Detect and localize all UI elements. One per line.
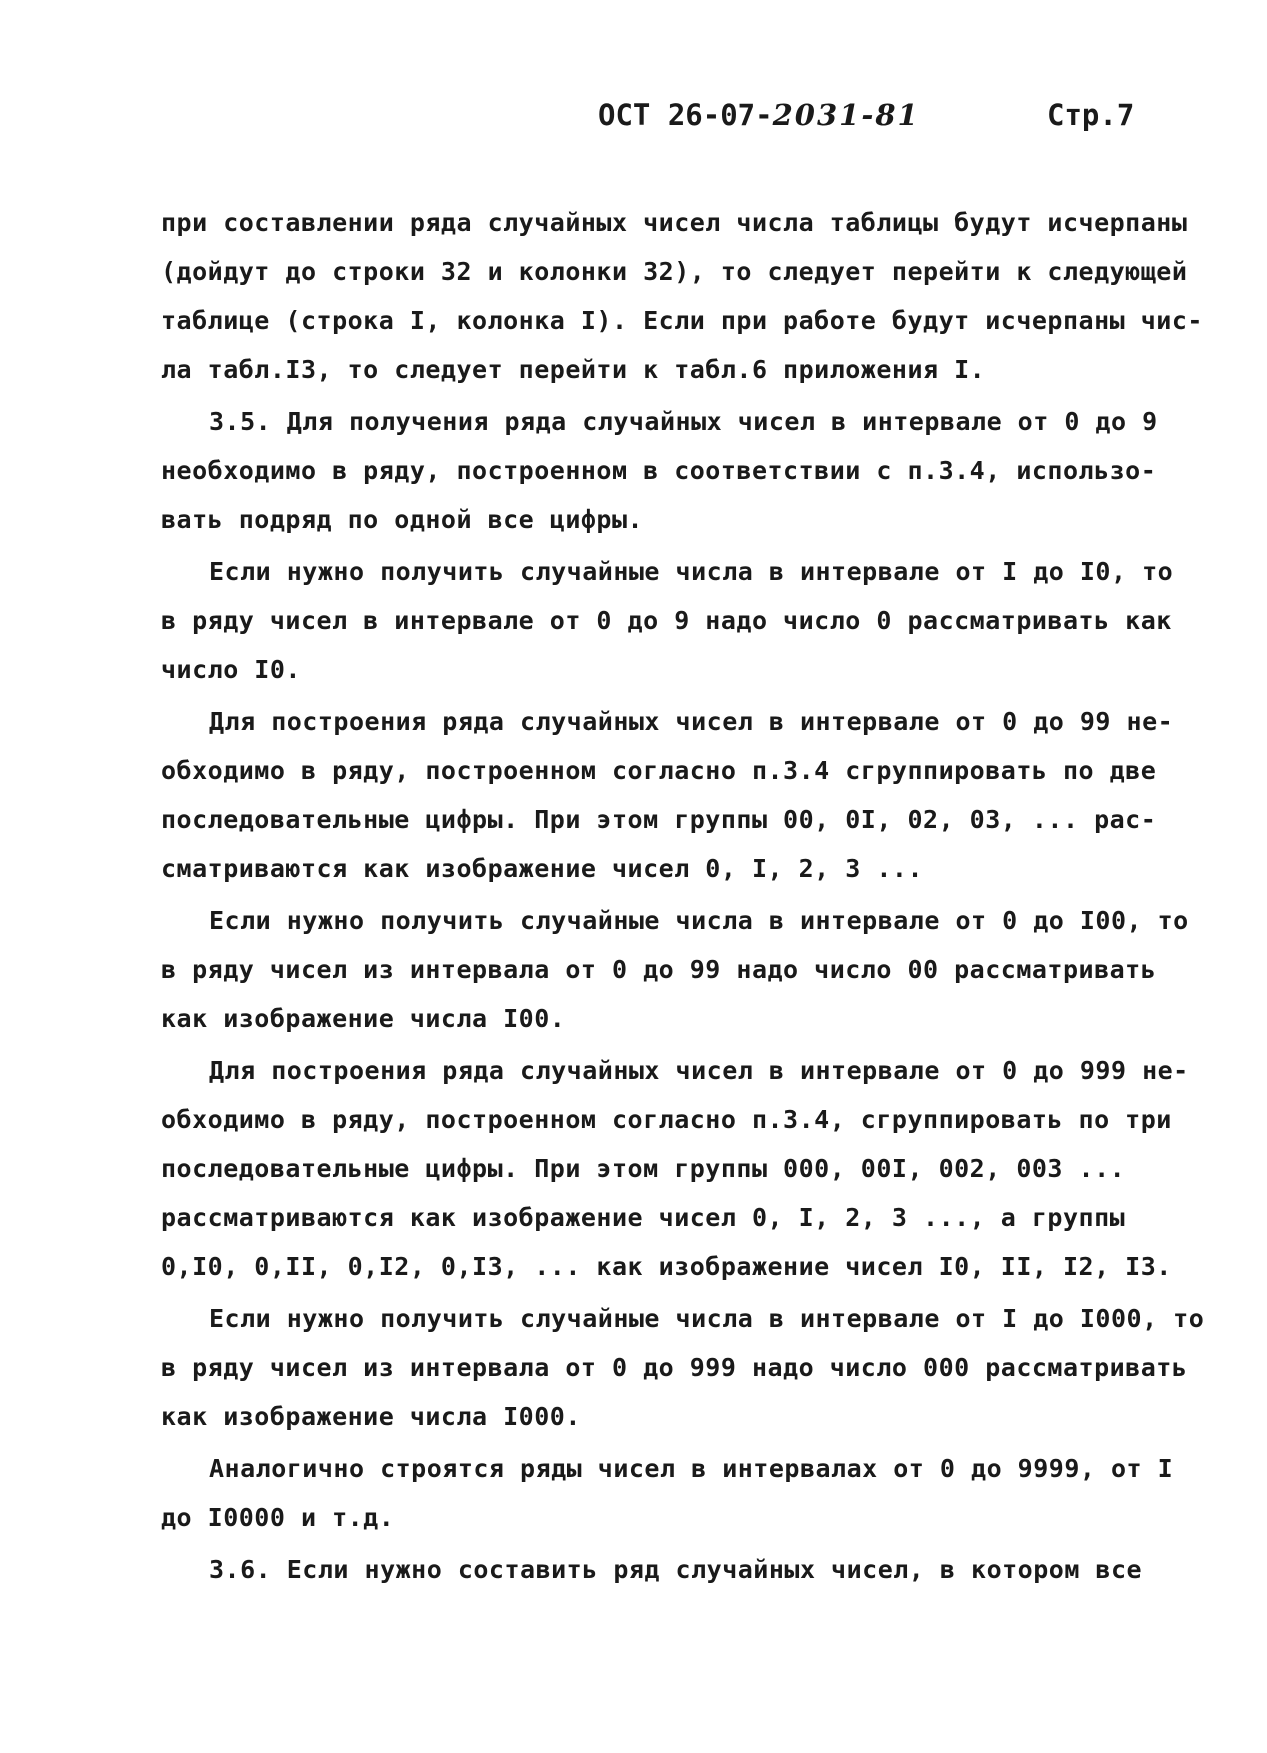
paragraph-3-5 (161, 397, 1201, 544)
paragraph-3-6 (161, 1545, 1201, 1594)
text-line: последовательные цифры. При этом группы 00, 0I, 02, 03, ... рас- (161, 805, 1157, 834)
standard-number-handwritten: 2031-81 (772, 98, 920, 132)
text-line: число I0. (161, 655, 301, 684)
text-line: Если нужно получить случайные числа в интервале от 0 до I00, то (209, 906, 1189, 935)
text-line: Аналогично строятся ряды чисел в интервалах от 0 до 9999, от I (209, 1454, 1174, 1483)
paragraph (161, 1294, 1205, 1441)
text-line: Для построения ряда случайных чисел в интервале от 0 до 999 не- (209, 1056, 1189, 1085)
text-line: ла табл.I3, то следует перейти к табл.6 приложения I. (161, 355, 986, 384)
paragraph (161, 1046, 1201, 1291)
text-line: необходимо в ряду, построенном в соответствии с п.3.4, использо- (161, 456, 1157, 485)
text-line: в ряду чисел в интервале от 0 до 9 надо число 0 рассматривать как (161, 606, 1172, 635)
page-number: Стр.7 (1047, 98, 1135, 132)
text-line: в ряду чисел из интервала от 0 до 99 надо число 00 рассматривать (161, 955, 1157, 984)
standard-designation (598, 98, 920, 132)
text-line: вать подряд по одной все цифры. (161, 505, 644, 534)
paragraph (161, 547, 1201, 694)
text-line: обходимо в ряду, построенном согласно п.3.4, сгруппировать по три (161, 1105, 1172, 1134)
text-line: обходимо в ряду, построенном согласно п.3.4 сгруппировать по две (161, 756, 1157, 785)
text-line: Если нужно получить случайные числа в интервале от I до I000, то (209, 1304, 1205, 1333)
paragraph (161, 896, 1201, 1043)
text-line: 3.5. Для получения ряда случайных чисел в интервале от 0 до 9 (209, 407, 1158, 436)
text-line: последовательные цифры. При этом группы 000, 00I, 002, 003 ... (161, 1154, 1126, 1183)
text-line: при составлении ряда случайных чисел числа таблицы будут исчерпаны (161, 208, 1188, 237)
text-line: 3.6. Если нужно составить ряд случайных чисел, в котором все (209, 1555, 1143, 1584)
text-line: Для построения ряда случайных чисел в интервале от 0 до 99 не- (209, 707, 1174, 736)
text-line: (дойдут до строки 32 и колонки 32), то следует перейти к следующей (161, 257, 1188, 286)
text-line: рассматриваются как изображение чисел 0, I, 2, 3 ..., а группы (161, 1203, 1126, 1232)
paragraph (161, 198, 1201, 394)
text-line: сматриваются как изображение чисел 0, I, 2, 3 ... (161, 854, 924, 883)
paragraph (161, 1444, 1201, 1542)
standard-prefix: ОСТ 26-07- (598, 98, 773, 132)
paragraph (161, 697, 1201, 893)
text-line: Если нужно получить случайные числа в интервале от I до I0, то (209, 557, 1174, 586)
text-line: как изображение числа I000. (161, 1402, 581, 1431)
text-line: как изображение числа I00. (161, 1004, 566, 1033)
text-line: 0,I0, 0,II, 0,I2, 0,I3, ... как изображение чисел I0, II, I2, I3. (161, 1252, 1172, 1281)
text-line: таблице (строка I, колонка I). Если при работе будут исчерпаны чис- (161, 306, 1203, 335)
text-line: до I0000 и т.д. (161, 1503, 395, 1532)
body-text (161, 198, 1205, 1594)
text-line: в ряду чисел из интервала от 0 до 999 надо число 000 рассматривать (161, 1353, 1188, 1382)
